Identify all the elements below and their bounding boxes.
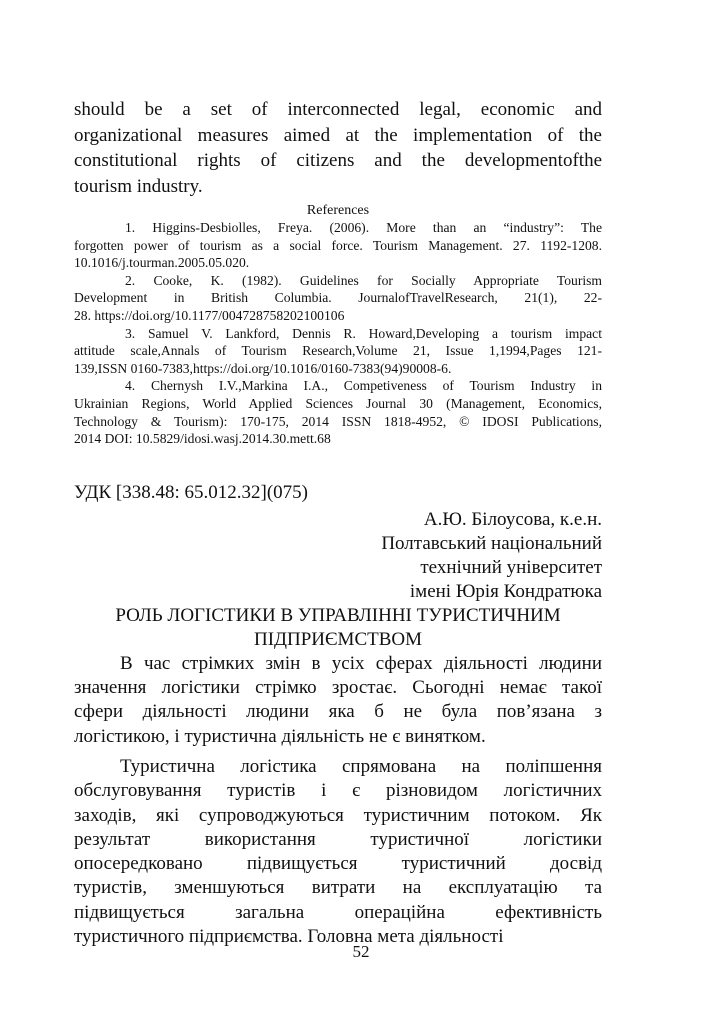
body-paragraph: [74, 652, 602, 749]
intro-line: should be a set of interconnected legal, economic and: [74, 99, 602, 120]
reference-item: [74, 272, 602, 325]
body-line: значення логістики стрімко зростає. Сьогодні немає такої: [74, 677, 602, 699]
body-line: туристичного підприємства. Головна мета діяльності: [74, 925, 504, 947]
reference-line: 28. https://doi.org/10.1177/004728758202100106: [74, 307, 345, 323]
article-title-line: РОЛЬ ЛОГІСТИКИ В УПРАВЛІННІ ТУРИСТИЧНИМ: [115, 604, 561, 626]
body-line: опосередковано підвищується туристичний досвід: [74, 853, 602, 875]
reference-item: [74, 377, 602, 447]
reference-line: 2. Cooke, K. (1982). Guidelines for Socially Appropriate Tourism: [125, 272, 602, 288]
body-line: сфери діяльності людини яка б не була пов’язана з: [74, 701, 602, 723]
reference-item: [74, 219, 602, 272]
author-block: [74, 508, 602, 604]
author-affiliation-line: Полтавський національний: [381, 532, 602, 554]
intro-line: constitutional rights of citizens and the developmentofthe: [74, 150, 602, 171]
body-line: В час стрімких змін в усіх сферах діяльності людини: [120, 652, 602, 674]
intro-line: organizational measures aimed at the implementation of the: [74, 124, 602, 146]
body-paragraph: [74, 755, 602, 949]
reference-item: [74, 325, 602, 378]
udk-code: УДК [338.48: 65.012.32](075): [74, 481, 309, 503]
author-name: А.Ю. Білоусова, к.е.н.: [423, 508, 602, 530]
reference-line: Development in British Columbia. JournalofTravelResearch, 21(1), 22-: [74, 290, 602, 306]
reference-line: 10.1016/j.tourman.2005.05.020.: [74, 255, 250, 271]
references-section: [74, 202, 602, 448]
reference-line: 3. Samuel V. Lankford, Dennis R. Howard,Developing a tourism impact: [125, 325, 602, 341]
page-number: 52: [352, 942, 370, 961]
body-line: заходів, які супроводжуються туристичним потоком. Як: [74, 804, 602, 826]
reference-line: 139,ISSN 0160-7383,https://doi.org/10.1016/0160-7383(94)90008-6.: [74, 360, 452, 376]
body-line: результат використання туристичної логістики: [74, 828, 602, 850]
reference-line: Technology & Tourism): 170-175, 2014 ISSN 1818-4952, © IDOSI Publications,: [74, 413, 602, 429]
reference-line: Ukrainian Regions, World Applied Sciences Journal 30 (Management, Economics,: [74, 395, 602, 411]
body-line: туристів, зменшуються витрати на експлуатацію та: [74, 877, 602, 899]
body-line: логістикою, і туристична діяльність не є винятком.: [74, 725, 486, 747]
intro-line: tourism industry.: [74, 175, 203, 197]
references-title: References: [306, 203, 370, 218]
page-content: [74, 97, 602, 949]
reference-line: 2014 DOI: 10.5829/idosi.wasj.2014.30.mett.68: [74, 431, 331, 447]
body-line: підвищується загальна операційна ефективність: [74, 901, 602, 923]
intro-paragraph: [74, 97, 602, 199]
reference-line: 4. Chernysh I.V.,Markina I.A., Competiveness of Tourism Industry in: [125, 378, 602, 394]
reference-line: 1. Higgins-Desbiolles, Freya. (2006). More than an “industry”: The: [125, 220, 602, 235]
body-line: обслуговування туристів і є різновидом логістичних: [74, 780, 602, 802]
author-affiliation-line: імені Юрія Кондратюка: [409, 580, 602, 602]
author-affiliation-line: технічний університет: [420, 556, 602, 578]
reference-line: attitude scale,Annals of Tourism Research,Volume 21, Issue 1,1994,Pages 121-: [74, 343, 602, 359]
reference-line: forgotten power of tourism as a social force. Tourism Management. 27. 1192-1208.: [74, 237, 602, 253]
article-title-line: ПІДПРИЄМСТВОМ: [253, 628, 423, 650]
body-line: Туристична логістика спрямована на поліпшення: [120, 755, 602, 777]
article-title: [74, 604, 602, 652]
